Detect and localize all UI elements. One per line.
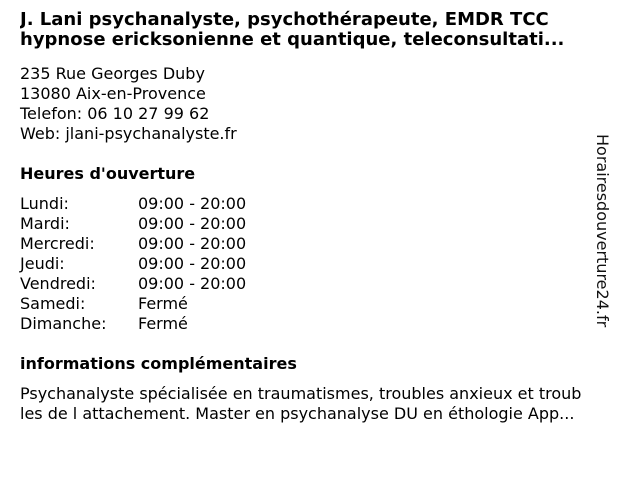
day-label: Lundi: bbox=[20, 194, 69, 213]
address-block bbox=[20, 64, 237, 144]
hours-value: Fermé bbox=[138, 294, 188, 313]
business-title bbox=[20, 10, 620, 50]
business-title-line-1: J. Lani psychanalyste, psychothérapeute, EMDR TCC bbox=[20, 10, 549, 30]
opening-hours-table bbox=[20, 194, 246, 334]
day-label: Jeudi: bbox=[20, 254, 65, 273]
day-label: Dimanche: bbox=[20, 314, 107, 333]
site-watermark: Horairesdouverture24.fr bbox=[593, 134, 612, 328]
additional-info-heading: informations complémentaires bbox=[20, 354, 297, 373]
hours-value: 09:00 - 20:00 bbox=[138, 254, 247, 273]
hours-row-saturday bbox=[20, 294, 246, 314]
business-title-line-2: hypnose ericksonienne et quantique, teleconsultati... bbox=[20, 29, 565, 50]
additional-info-line-2: les de l attachement. Master en psychanalyse DU en éthologie App... bbox=[20, 404, 575, 423]
hours-value: Fermé bbox=[138, 314, 188, 333]
hours-value: 09:00 - 20:00 bbox=[138, 214, 247, 233]
day-label: Mercredi: bbox=[20, 234, 95, 253]
city-postcode: 13080 Aix-en-Provence bbox=[20, 84, 206, 103]
additional-info-text bbox=[20, 384, 620, 424]
additional-info-line-1: Psychanalyste spécialisée en traumatismes, troubles anxieux et troub bbox=[20, 384, 582, 403]
street-address: 235 Rue Georges Duby bbox=[20, 64, 205, 83]
hours-value: 09:00 - 20:00 bbox=[138, 234, 247, 253]
phone-number: Telefon: 06 10 27 99 62 bbox=[20, 104, 210, 123]
hours-row-wednesday bbox=[20, 234, 246, 254]
day-label: Vendredi: bbox=[20, 274, 96, 293]
hours-row-sunday bbox=[20, 314, 246, 334]
day-label: Mardi: bbox=[20, 214, 70, 233]
hours-value: 09:00 - 20:00 bbox=[138, 274, 247, 293]
hours-row-thursday bbox=[20, 254, 246, 274]
website: Web: jlani-psychanalyste.fr bbox=[20, 124, 237, 143]
hours-row-monday bbox=[20, 194, 246, 214]
hours-row-tuesday bbox=[20, 214, 246, 234]
day-label: Samedi: bbox=[20, 294, 86, 313]
hours-value: 09:00 - 20:00 bbox=[138, 194, 247, 213]
opening-hours-heading: Heures d'ouverture bbox=[20, 164, 196, 183]
hours-row-friday bbox=[20, 274, 246, 294]
